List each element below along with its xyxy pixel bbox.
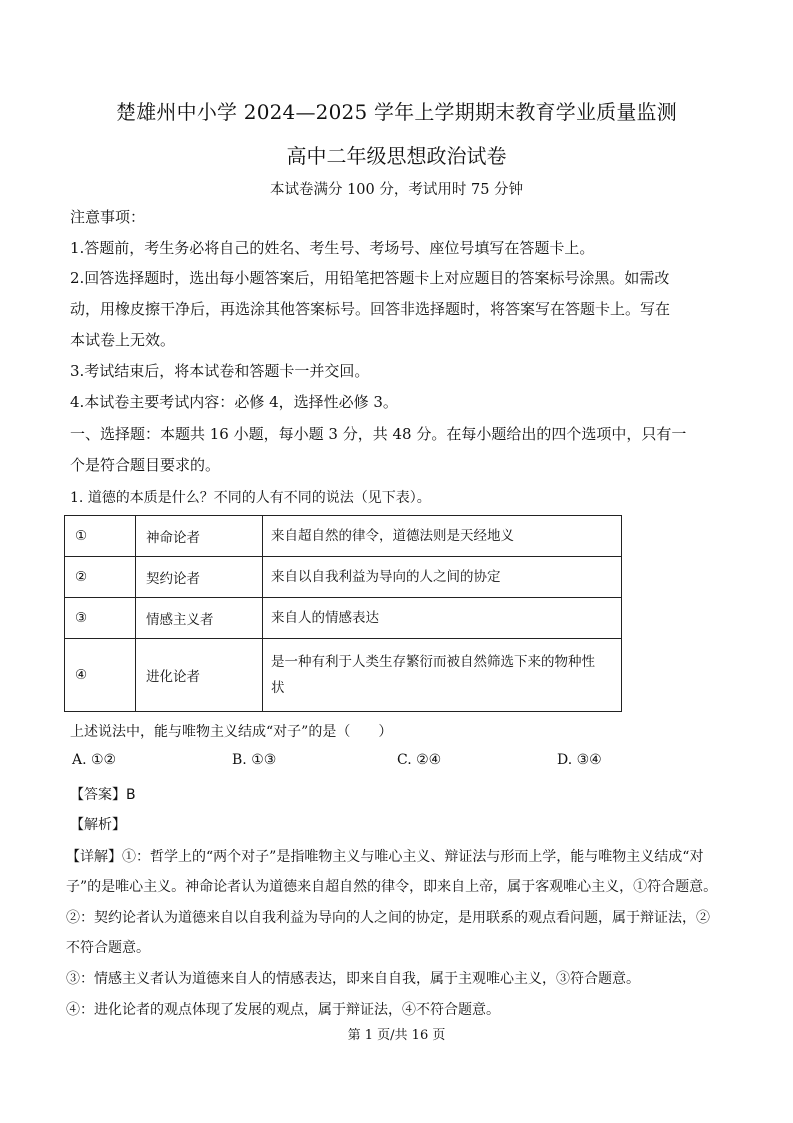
table-row <box>65 598 622 639</box>
table-cell-view: 来自超自然的律令，道德法则是天经地义 <box>263 516 622 557</box>
question-prompt: 上述说法中，能与唯物主义结成“对子”的是（ ） <box>70 724 393 740</box>
notice-item-2-cont: 动，用橡皮擦干净后，再选涂其他答案标号。回答非选择题时，将答案写在答题卡上。写在 <box>70 300 671 318</box>
notice-item-1: 1.答题前，考生务必将自己的姓名、考生号、考场号、座位号填写在答题卡上。 <box>70 239 595 257</box>
table-row <box>65 639 622 712</box>
table-cell-who: 情感主义者 <box>136 598 263 639</box>
answer-line <box>70 781 730 810</box>
page-footer: 第 1 页/共 16 页 <box>347 1028 446 1043</box>
option-b: B. ①③ <box>232 752 277 768</box>
table-cell-who: 进化论者 <box>136 639 263 712</box>
table-cell-who: 神命论者 <box>136 516 263 557</box>
detail-line-5: ③：情感主义者认为道德来自人的情感表达，即来自自我，属于主观唯心主义，③符合题意。 <box>66 971 640 987</box>
table-cell-view-line1: 是一种有利于人类生存繁衍而被自然筛选下来的物种性 <box>271 654 595 670</box>
question-table <box>64 515 622 712</box>
exam-title-line1: 楚雄州中小学 2024—2025 学年上学期期末教育学业质量监测 <box>116 100 677 124</box>
notice-item-3: 3.考试结束后，将本试卷和答题卡一并交回。 <box>70 362 370 380</box>
question-stem: 1. 道德的本质是什么？不同的人有不同的说法（见下表）。 <box>70 490 431 506</box>
notice-item-4: 4.本试卷主要考试内容：必修 4，选择性必修 3。 <box>70 393 398 411</box>
analysis-label: 【解析】 <box>70 817 126 833</box>
table-cell-num: ② <box>65 557 136 598</box>
exam-subtitle: 本试卷满分 100 分，考试用时 75 分钟 <box>269 182 524 198</box>
table-cell-who: 契约论者 <box>136 557 263 598</box>
table-row <box>65 516 622 557</box>
notice-item-2: 2.回答选择题时，选出每小题答案后，用铅笔把答题卡上对应题目的答案标号涂黑。如需改 <box>70 269 670 287</box>
table-cell-view: 来自人的情感表达 <box>263 598 622 639</box>
answer-value: B <box>126 787 136 803</box>
table-cell-view-line2: 状 <box>271 680 285 696</box>
answer-label: 【答案】 <box>70 787 126 803</box>
detail-line-1: 【详解】①：哲学上的“两个对子”是指唯物主义与唯心主义、辩证法与形而上学，能与唯物主义结成“对 <box>66 849 704 865</box>
option-a: A. ①② <box>72 752 117 768</box>
table-row <box>65 557 622 598</box>
detail-line-4: 不符合题意。 <box>66 940 150 956</box>
section-heading-cont: 个是符合题目要求的。 <box>70 456 221 474</box>
table-cell-num: ① <box>65 516 136 557</box>
table-cell-num: ③ <box>65 598 136 639</box>
section-heading: 一、选择题：本题共 16 小题，每小题 3 分，共 48 分。在每小题给出的四个选项中，只有一 <box>70 425 687 443</box>
option-d: D. ③④ <box>557 752 602 768</box>
table-cell-view: 来自以自我利益为导向的人之间的协定 <box>263 557 622 598</box>
notice-heading: 注意事项： <box>70 208 146 226</box>
detail-line-3: ②：契约论者认为道德来自以自我利益为导向的人之间的协定，是用联系的观点看问题，属于辩证法，② <box>66 910 710 926</box>
exam-title-line2: 高中二年级思想政治试卷 <box>286 144 507 168</box>
table-cell-view <box>263 639 622 712</box>
table-cell-num: ④ <box>65 639 136 712</box>
notice-item-2-cont2: 本试卷上无效。 <box>70 331 176 349</box>
detail-line-6: ④：进化论者的观点体现了发展的观点，属于辩证法，④不符合题意。 <box>66 1002 500 1018</box>
detail-line-2: 子”的是唯心主义。神命论者认为道德来自超自然的律令，即来自上帝，属于客观唯心主义，①符合题意。 <box>66 879 718 895</box>
option-c: C. ②④ <box>397 752 442 768</box>
